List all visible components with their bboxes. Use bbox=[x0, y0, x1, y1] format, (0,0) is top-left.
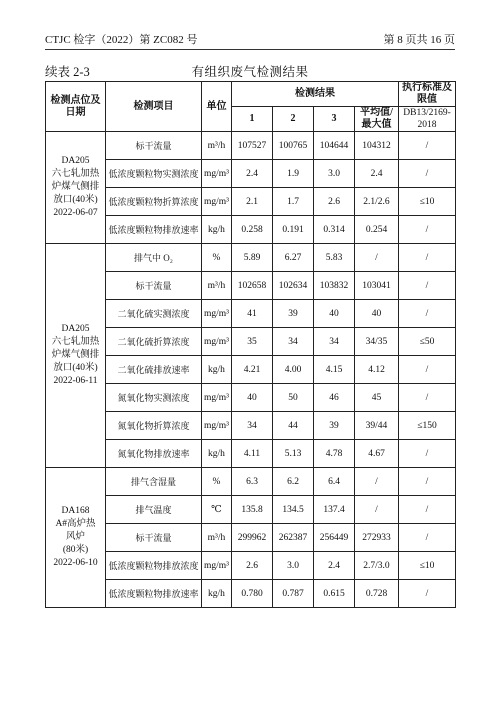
v2-cell: 262387 bbox=[273, 524, 314, 552]
avg-cell: 40 bbox=[355, 300, 399, 328]
limit-cell: / bbox=[399, 356, 456, 384]
v2-cell: 4.00 bbox=[273, 356, 314, 384]
item-cell: 二氧化硫折算浓度 bbox=[106, 328, 202, 356]
item-cell: 氮氧化物折算浓度 bbox=[106, 412, 202, 440]
avg-cell: 2.7/3.0 bbox=[355, 552, 399, 580]
v1-cell: 0.258 bbox=[232, 216, 273, 244]
unit-cell: mg/m³ bbox=[202, 328, 232, 356]
item-cell: 排气含湿量 bbox=[106, 468, 202, 496]
limit-cell: / bbox=[399, 132, 456, 160]
v2-cell: 100765 bbox=[273, 132, 314, 160]
v1-cell: 0.780 bbox=[232, 580, 273, 608]
item-cell: 低浓度颗粒物排放浓度 bbox=[106, 552, 202, 580]
v3-cell: 137.4 bbox=[314, 496, 355, 524]
unit-cell: mg/m³ bbox=[202, 300, 232, 328]
limit-cell: / bbox=[399, 440, 456, 468]
v3-cell: 39 bbox=[314, 412, 355, 440]
avg-cell: 104312 bbox=[355, 132, 399, 160]
avg-cell: 34/35 bbox=[355, 328, 399, 356]
table-row bbox=[46, 440, 456, 468]
table-row bbox=[46, 468, 456, 496]
avg-cell: 2.4 bbox=[355, 160, 399, 188]
v1-cell: 4.21 bbox=[232, 356, 273, 384]
col-location-header: 检测点位及日期 bbox=[46, 82, 106, 132]
v1-cell: 135.8 bbox=[232, 496, 273, 524]
v3-cell: 0.615 bbox=[314, 580, 355, 608]
table-row bbox=[46, 552, 456, 580]
v3-cell: 256449 bbox=[314, 524, 355, 552]
table-row bbox=[46, 496, 456, 524]
v3-cell: 40 bbox=[314, 300, 355, 328]
unit-cell: kg/h bbox=[202, 580, 232, 608]
results-table bbox=[45, 81, 456, 608]
item-cell: 低浓度颗粒物排放速率 bbox=[106, 216, 202, 244]
table-row bbox=[46, 216, 456, 244]
table-row bbox=[46, 328, 456, 356]
location-line: 风炉 bbox=[65, 532, 85, 542]
limit-cell: ≤50 bbox=[399, 328, 456, 356]
location-line: (80米) bbox=[62, 545, 89, 555]
v2-cell: 102634 bbox=[273, 272, 314, 300]
table-row bbox=[46, 244, 456, 272]
avg-cell: 0.254 bbox=[355, 216, 399, 244]
item-cell: 二氧化硫实测浓度 bbox=[106, 300, 202, 328]
location-line: 六七轧加热 bbox=[51, 337, 100, 347]
item-cell: 二氧化硫排放速率 bbox=[106, 356, 202, 384]
limit-cell: ≤10 bbox=[399, 188, 456, 216]
col-standard-header: 执行标准及限值 bbox=[399, 82, 456, 107]
unit-cell: kg/h bbox=[202, 440, 232, 468]
header-divider bbox=[45, 49, 455, 50]
location-line: 炉煤气侧排 bbox=[51, 182, 100, 192]
col-unit-header: 单位 bbox=[202, 82, 232, 132]
limit-cell: / bbox=[399, 524, 456, 552]
item-cell: 标干流量 bbox=[106, 524, 202, 552]
v3-cell: 46 bbox=[314, 384, 355, 412]
table-row bbox=[46, 412, 456, 440]
location-line: DA205 bbox=[61, 324, 90, 334]
location-cell bbox=[46, 468, 106, 608]
v2-cell: 134.5 bbox=[273, 496, 314, 524]
v3-cell: 2.6 bbox=[314, 188, 355, 216]
avg-cell: 39/44 bbox=[355, 412, 399, 440]
item-cell: 低浓度颗粒物折算浓度 bbox=[106, 188, 202, 216]
location-line: 2022-06-07 bbox=[53, 208, 98, 218]
location-line: DA168 bbox=[61, 506, 90, 516]
unit-cell: mg/m³ bbox=[202, 552, 232, 580]
v3-cell: 6.4 bbox=[314, 468, 355, 496]
v1-cell: 107527 bbox=[232, 132, 273, 160]
v1-cell: 6.3 bbox=[232, 468, 273, 496]
limit-cell: / bbox=[399, 272, 456, 300]
v2-cell: 6.2 bbox=[273, 468, 314, 496]
item-cell: 低浓度颗粒物排放速率 bbox=[106, 580, 202, 608]
location-cell bbox=[46, 132, 106, 244]
v2-cell: 6.27 bbox=[273, 244, 314, 272]
table-number: 续表 2-3 bbox=[45, 65, 90, 79]
unit-cell: kg/h bbox=[202, 356, 232, 384]
v2-cell: 5.13 bbox=[273, 440, 314, 468]
unit-cell: m³/h bbox=[202, 132, 232, 160]
avg-cell: 45 bbox=[355, 384, 399, 412]
limit-cell: / bbox=[399, 244, 456, 272]
limit-cell: / bbox=[399, 384, 456, 412]
v3-cell: 0.314 bbox=[314, 216, 355, 244]
location-line: 2022-06-10 bbox=[53, 558, 98, 568]
avg-cell: / bbox=[355, 496, 399, 524]
location-line: A#高炉热 bbox=[55, 519, 96, 529]
limit-cell: / bbox=[399, 216, 456, 244]
v3-cell: 103832 bbox=[314, 272, 355, 300]
unit-cell: mg/m³ bbox=[202, 188, 232, 216]
table-row bbox=[46, 272, 456, 300]
v2-cell: 1.9 bbox=[273, 160, 314, 188]
avg-cell: 4.12 bbox=[355, 356, 399, 384]
v3-cell: 34 bbox=[314, 328, 355, 356]
v2-cell: 0.787 bbox=[273, 580, 314, 608]
unit-cell: % bbox=[202, 244, 232, 272]
unit-cell: m³/h bbox=[202, 272, 232, 300]
avg-cell: 103041 bbox=[355, 272, 399, 300]
unit-cell: mg/m³ bbox=[202, 384, 232, 412]
item-cell: 排气中 O₂ bbox=[106, 244, 202, 272]
table-row bbox=[46, 160, 456, 188]
item-cell: 氮氧化物实测浓度 bbox=[106, 384, 202, 412]
v2-cell: 44 bbox=[273, 412, 314, 440]
v2-cell: 1.7 bbox=[273, 188, 314, 216]
v3-cell: 2.4 bbox=[314, 552, 355, 580]
item-cell: 排气温度 bbox=[106, 496, 202, 524]
v1-cell: 2.1 bbox=[232, 188, 273, 216]
v2-cell: 34 bbox=[273, 328, 314, 356]
col-run-1: 1 bbox=[232, 107, 273, 132]
v1-cell: 40 bbox=[232, 384, 273, 412]
v1-cell: 5.89 bbox=[232, 244, 273, 272]
limit-cell: ≤10 bbox=[399, 552, 456, 580]
v3-cell: 4.78 bbox=[314, 440, 355, 468]
unit-cell: mg/m³ bbox=[202, 160, 232, 188]
location-cell bbox=[46, 244, 106, 468]
avg-cell: 272933 bbox=[355, 524, 399, 552]
col-standard-code: DB13/2169-2018 bbox=[399, 107, 456, 132]
avg-cell: / bbox=[355, 468, 399, 496]
v1-cell: 299962 bbox=[232, 524, 273, 552]
table-title: 有组织废气检测结果 bbox=[191, 65, 309, 79]
limit-cell: / bbox=[399, 580, 456, 608]
location-line: DA205 bbox=[61, 156, 90, 166]
avg-cell: 4.67 bbox=[355, 440, 399, 468]
table-caption bbox=[45, 64, 455, 80]
col-item-header: 检测项目 bbox=[106, 82, 202, 132]
v1-cell: 41 bbox=[232, 300, 273, 328]
table-row bbox=[46, 300, 456, 328]
avg-cell: / bbox=[355, 244, 399, 272]
unit-cell: % bbox=[202, 468, 232, 496]
v2-cell: 0.191 bbox=[273, 216, 314, 244]
item-cell: 标干流量 bbox=[106, 272, 202, 300]
v1-cell: 2.4 bbox=[232, 160, 273, 188]
v2-cell: 50 bbox=[273, 384, 314, 412]
v1-cell: 34 bbox=[232, 412, 273, 440]
limit-cell: / bbox=[399, 496, 456, 524]
unit-cell: mg/m³ bbox=[202, 412, 232, 440]
table-row bbox=[46, 188, 456, 216]
table-row bbox=[46, 580, 456, 608]
v3-cell: 4.15 bbox=[314, 356, 355, 384]
unit-cell: kg/h bbox=[202, 216, 232, 244]
results-body bbox=[46, 132, 456, 608]
table-row bbox=[46, 524, 456, 552]
col-results-header: 检测结果 bbox=[232, 82, 399, 107]
location-line: 炉煤气侧排 bbox=[51, 350, 100, 360]
avg-cell: 0.728 bbox=[355, 580, 399, 608]
v1-cell: 102658 bbox=[232, 272, 273, 300]
limit-cell: / bbox=[399, 160, 456, 188]
unit-cell: m³/h bbox=[202, 524, 232, 552]
item-cell: 标干流量 bbox=[106, 132, 202, 160]
avg-cell: 2.1/2.6 bbox=[355, 188, 399, 216]
item-cell: 氮氧化物排放速率 bbox=[106, 440, 202, 468]
limit-cell: / bbox=[399, 300, 456, 328]
page-number: 第 8 页共 16 页 bbox=[383, 34, 455, 46]
unit-cell: ℃ bbox=[202, 496, 232, 524]
v3-cell: 3.0 bbox=[314, 160, 355, 188]
report-number: CTJC 检字（2022）第 ZC082 号 bbox=[45, 34, 198, 46]
location-line: 放口(40米) bbox=[53, 195, 98, 205]
item-cell: 低浓度颗粒物实测浓度 bbox=[106, 160, 202, 188]
limit-cell: ≤150 bbox=[399, 412, 456, 440]
v1-cell: 4.11 bbox=[232, 440, 273, 468]
v2-cell: 3.0 bbox=[273, 552, 314, 580]
v1-cell: 2.6 bbox=[232, 552, 273, 580]
table-row bbox=[46, 356, 456, 384]
col-avg-max: 平均值/最大值 bbox=[355, 107, 399, 132]
location-line: 放口(40米) bbox=[53, 363, 98, 373]
table-row bbox=[46, 132, 456, 160]
location-line: 2022-06-11 bbox=[53, 376, 98, 386]
v3-cell: 104644 bbox=[314, 132, 355, 160]
location-line: 六七轧加热 bbox=[51, 169, 100, 179]
col-run-2: 2 bbox=[273, 107, 314, 132]
v2-cell: 39 bbox=[273, 300, 314, 328]
v3-cell: 5.83 bbox=[314, 244, 355, 272]
v1-cell: 35 bbox=[232, 328, 273, 356]
page-header bbox=[45, 32, 455, 50]
limit-cell: / bbox=[399, 468, 456, 496]
col-run-3: 3 bbox=[314, 107, 355, 132]
table-row bbox=[46, 384, 456, 412]
